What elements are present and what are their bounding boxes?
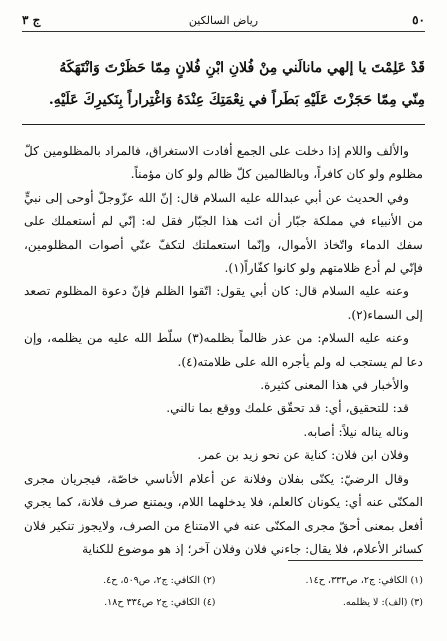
footnote: (٣) (الف): لا يظلمه.	[342, 597, 423, 608]
header-divider	[22, 31, 425, 32]
quote-divider	[22, 124, 425, 125]
page-number: ٥٠	[412, 13, 425, 27]
quote-line: مِنّي مِمّا حَجَزْتَ عَلَيْهِ بَطَراً في نِعْمَتِكَ عِنْدَهُ وَاغْتِراراً بِنَكيرِكَ عَلَيْهِ.	[48, 92, 425, 108]
quote-line: قَدْ عَلِمْتَ يا إلهي مانالَني مِنْ فُلانِ ابْنِ فُلانٍ مِمّا حَظَرْتَ وَانْتَهَكَهُ	[59, 60, 425, 76]
paragraph: وفي الحديث عن أبي عبدالله عليه السلام قال: إنّ الله عزّوجلّ أوحى إلى نبيٍّ من الأنبياء في مملكة جبّار أن ائت هذا الجبّار فقل له: إنّي لم أستعملك على سفك الدماء واتّخاذ الأموال، وإنّما استعملتك لتكفّ عنّي أصوات المظلومين، فإنّي لم أدع ظلامتهم ولو كانوا كفّاراً(١).	[24, 190, 423, 276]
footnote-divider	[288, 560, 423, 561]
paragraph: والأخبار في هذا المعنى كثيرة.	[260, 378, 409, 393]
commentary-body	[24, 140, 423, 561]
paragraph: وفلان ابن فلان: كناية عن نحو زيد بن عمر.	[197, 448, 409, 463]
paragraph: وناله يناله نيلاً: أصابه.	[303, 424, 409, 439]
volume-label: ج ٣	[22, 13, 41, 27]
footnote: (٤) الكافي: ج٢ ص٣٣٤ ح١٨.	[104, 597, 216, 608]
footnote-row	[24, 592, 423, 614]
paragraph: قد: للتحقيق، أي: قد تحقّق علمك ووقع بما نالني.	[166, 401, 409, 416]
paragraph: وعنه عليه السلام: من عذر ظالماً بظلمه(٣) سلّط الله عليه من يظلمه، وإن دعا لم يستجب له ولم يأجره الله على ظلامته(٤).	[24, 331, 423, 369]
running-title: رياض السالكين	[188, 13, 259, 27]
paragraph: وعنه عليه السلام قال: كان أبي يقول: اتّقوا الظلم فإنّ دعوة المظلوم تصعد إلى السماء(٢).	[24, 284, 423, 322]
footnote: (١) الكافي: ج٢، ص٣٣٣، ح١٤.	[305, 575, 423, 586]
footnote-row	[24, 570, 423, 592]
paragraph: والألف واللام إذا دخلت على الجمع أفادت الاستغراق، فالمراد بالمظلومين كلّ مظلوم ولو كان كافراً، وبالظالمين كلّ ظالم ولو كان مؤمناً.	[24, 144, 423, 182]
footnote: (٢) الكافي: ج٢، ص٥٠٩، ح٤.	[103, 575, 216, 586]
paragraph: وقال الرضيّ: يكنّى بفلان وفلانة عن أعلام الأناسي خاصّة، فيجريان مجرى المكنّى عنه أي: يكونان كالعلم، فلا يدخلهما اللام، ويمتنع صرف فلانة، كما يجري أفعل بمعنى أحقّ مجرى المكنّى عنه في الامتناع من الصرف، ولايجوز تنكير فلان كسائر الأعلام، فلا يقال: جاءني فلان وفلان آخر؛ إذ هو موضوع للكناية	[24, 471, 423, 556]
footnotes	[24, 570, 423, 614]
page-header	[22, 10, 425, 30]
supplication-text	[22, 52, 425, 116]
